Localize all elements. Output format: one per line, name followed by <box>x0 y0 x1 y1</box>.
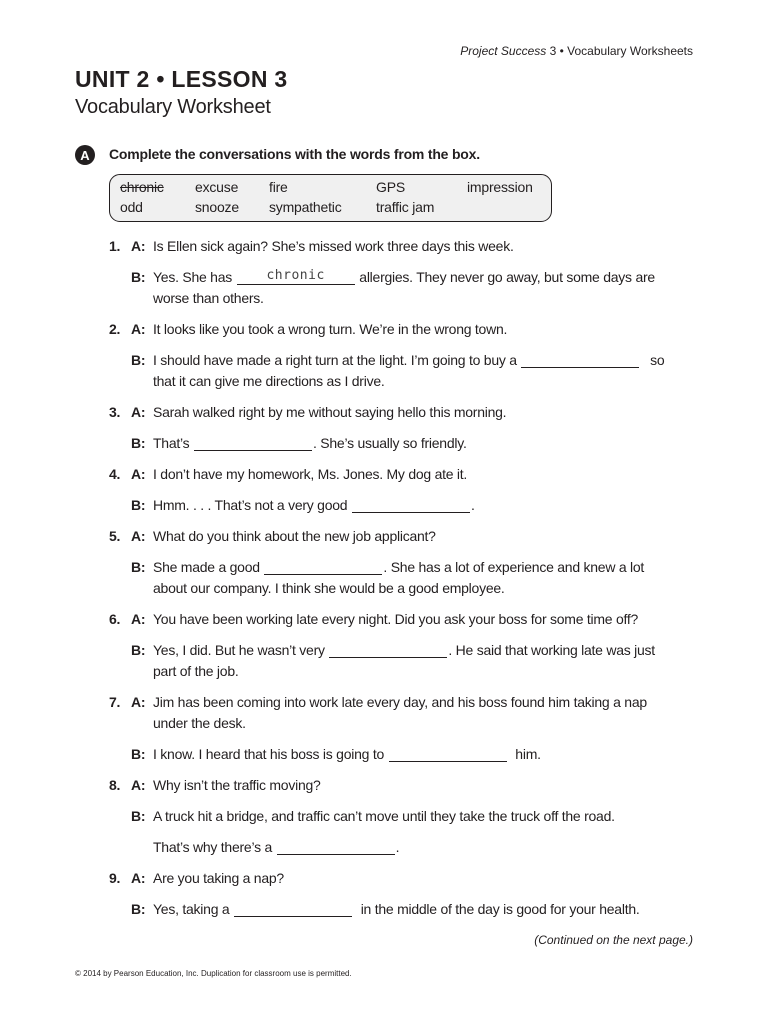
line-text-part: . She’s usually so friendly. <box>313 435 467 451</box>
line-text <box>153 901 640 917</box>
answer-blank[interactable] <box>389 746 507 762</box>
line-text-part: so <box>650 352 665 368</box>
answer-blank[interactable] <box>194 435 312 451</box>
line-text: Are you taking a nap? <box>153 870 284 886</box>
speaker-label: A: <box>131 694 146 710</box>
line-text-part: Yes, taking a <box>153 901 230 917</box>
line-text <box>153 269 655 285</box>
line-text: about our company. I think she would be a good employee. <box>153 580 505 596</box>
line-text-part: I know. I heard that his boss is going to <box>153 746 385 762</box>
line-text-part: Yes, I did. But he wasn’t very <box>153 642 325 658</box>
word-box-word: fire <box>269 179 288 195</box>
continued-note: (Continued on the next page.) <box>534 933 693 947</box>
line-text-part: . He said that working late was just <box>448 642 655 658</box>
line-text: that it can give me directions as I drive. <box>153 373 385 389</box>
running-head <box>460 44 693 58</box>
line-text-part: . She has a lot of experience and knew a lot <box>383 559 645 575</box>
item-number: 3. <box>109 404 121 420</box>
running-head-title: Project Success <box>460 44 547 58</box>
line-text <box>153 352 664 368</box>
speaker-label: A: <box>131 238 146 254</box>
item-number: 1. <box>109 238 121 254</box>
speaker-label: B: <box>131 352 146 368</box>
item-number: 8. <box>109 777 121 793</box>
speaker-label: A: <box>131 466 146 482</box>
line-text-part: him. <box>515 746 541 762</box>
worksheet-subtitle: Vocabulary Worksheet <box>75 96 271 118</box>
word-box-word: GPS <box>376 179 405 195</box>
line-text <box>153 839 399 855</box>
item-number: 4. <box>109 466 121 482</box>
speaker-label: B: <box>131 901 146 917</box>
word-box-word: odd <box>120 199 143 215</box>
word-box-word: snooze <box>195 199 239 215</box>
line-text-part: in the middle of the day is good for your health. <box>360 901 640 917</box>
answer-blank[interactable] <box>237 269 355 285</box>
line-text-part: That’s <box>153 435 190 451</box>
line-text: Jim has been coming into work late every day, and his boss found him taking a nap <box>153 694 647 710</box>
section-badge: A <box>75 145 95 165</box>
line-text: worse than others. <box>153 290 264 306</box>
line-text <box>153 559 644 575</box>
line-text-part: . <box>395 839 400 855</box>
copyright-notice: © 2014 by Pearson Education, Inc. Duplication for classroom use is permitted. <box>75 969 352 978</box>
speaker-label: B: <box>131 808 146 824</box>
item-number: 9. <box>109 870 121 886</box>
line-text <box>153 497 475 513</box>
line-text: It looks like you took a wrong turn. We’re in the wrong town. <box>153 321 508 337</box>
line-text: Is Ellen sick again? She’s missed work three days this week. <box>153 238 514 254</box>
line-text-part: I should have made a right turn at the light. I’m going to buy a <box>153 352 517 368</box>
line-text: under the desk. <box>153 715 246 731</box>
line-text: Sarah walked right by me without saying hello this morning. <box>153 404 507 420</box>
speaker-label: A: <box>131 870 146 886</box>
speaker-label: A: <box>131 611 146 627</box>
speaker-label: A: <box>131 528 146 544</box>
speaker-label: B: <box>131 746 146 762</box>
running-head-rest: 3 • Vocabulary Worksheets <box>546 44 693 58</box>
speaker-label: B: <box>131 559 146 575</box>
line-text-part: She made a good <box>153 559 260 575</box>
speaker-label: A: <box>131 321 146 337</box>
word-box-word: impression <box>467 179 533 195</box>
line-text <box>153 642 655 658</box>
line-text <box>153 746 541 762</box>
line-text <box>153 435 467 451</box>
line-text-part: Hmm. . . . That’s not a very good <box>153 497 348 513</box>
line-text: A truck hit a bridge, and traffic can’t move until they take the truck off the road. <box>153 808 615 824</box>
speaker-label: B: <box>131 269 146 285</box>
item-number: 6. <box>109 611 121 627</box>
answer-blank[interactable] <box>264 559 382 575</box>
word-box-word: excuse <box>195 179 239 195</box>
word-box-word: traffic jam <box>376 199 435 215</box>
answer-blank[interactable] <box>329 642 447 658</box>
answer-blank[interactable] <box>521 352 639 368</box>
speaker-label: B: <box>131 497 146 513</box>
handwritten-answer: chronic <box>266 268 325 283</box>
line-text: I don’t have my homework, Ms. Jones. My dog ate it. <box>153 466 468 482</box>
line-text-part: That’s why there’s a <box>153 839 272 855</box>
speaker-label: A: <box>131 777 146 793</box>
word-box <box>109 174 552 222</box>
item-number: 5. <box>109 528 121 544</box>
word-box-word: sympathetic <box>269 199 342 215</box>
line-text-part: . <box>470 497 475 513</box>
line-text-part: allergies. They never go away, but some days are <box>359 269 655 285</box>
line-text-part: Yes. She has <box>153 269 232 285</box>
speaker-label: B: <box>131 642 146 658</box>
answer-blank[interactable] <box>277 839 395 855</box>
line-text: You have been working late every night. Did you ask your boss for some time off? <box>153 611 639 627</box>
item-number: 2. <box>109 321 121 337</box>
word-box-word: chronic <box>120 179 164 195</box>
answer-blank[interactable] <box>352 497 470 513</box>
speaker-label: B: <box>131 435 146 451</box>
line-text: Why isn’t the traffic moving? <box>153 777 321 793</box>
answer-blank[interactable] <box>234 901 352 917</box>
item-number: 7. <box>109 694 121 710</box>
speaker-label: A: <box>131 404 146 420</box>
instruction-text: Complete the conversations with the words from the box. <box>109 146 480 162</box>
line-text: part of the job. <box>153 663 239 679</box>
unit-title: UNIT 2 • LESSON 3 <box>75 66 288 92</box>
line-text: What do you think about the new job applicant? <box>153 528 436 544</box>
